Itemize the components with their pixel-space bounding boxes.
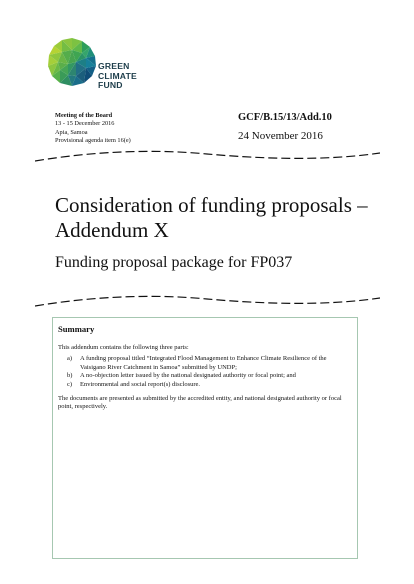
summary-closing: The documents are presented as submitted by the accredited entity, and national designated authority or focal point, respectively. — [58, 395, 342, 411]
summary-intro: This addendum contains the following three parts: — [58, 344, 189, 351]
list-item — [58, 381, 353, 389]
list-marker: c) — [67, 380, 73, 388]
top-wave-divider — [35, 149, 380, 163]
list-item-text: Environmental and social report(s) disclosure. — [80, 380, 201, 388]
list-marker: b) — [67, 372, 73, 380]
document-date: 24 November 2016 — [238, 130, 323, 142]
list-item-text: A funding proposal titled “Integrated Flood Management to Enhance Climate Resilience of the Vaisigano River Catchment in Samoa” submitted by UNDP; — [80, 355, 327, 371]
list-item-text: A no-objection letter issued by the national designated authority or focal point; and — [80, 372, 296, 380]
list-item — [58, 355, 353, 372]
summary-box — [52, 317, 358, 559]
logo-line-2: CLIMATE — [98, 70, 137, 81]
list-marker: a) — [67, 355, 73, 363]
bottom-wave-divider — [35, 294, 380, 308]
meeting-heading: Meeting of the Board — [55, 112, 113, 119]
list-item — [58, 372, 353, 380]
green-climate-fund-globe-logo-icon — [48, 38, 96, 86]
document-title: Consideration of funding proposals – Addendum X — [55, 193, 368, 242]
logo-line-3: FUND — [98, 80, 123, 90]
logo-wordmark — [98, 62, 137, 91]
document-code: GCF/B.15/13/Add.10 — [238, 112, 332, 123]
document-subtitle: Funding proposal package for FP037 — [55, 254, 293, 271]
document-info — [238, 112, 332, 143]
meeting-dates: 13 - 15 December 2016 — [55, 120, 115, 128]
logo-line-1: GREEN — [98, 61, 130, 71]
meeting-location: Apia, Samoa — [55, 128, 88, 136]
summary-list — [58, 355, 353, 389]
meeting-agenda-item: Provisional agenda item 16(e) — [55, 137, 131, 145]
meeting-info — [55, 112, 131, 146]
summary-heading: Summary — [58, 324, 95, 334]
